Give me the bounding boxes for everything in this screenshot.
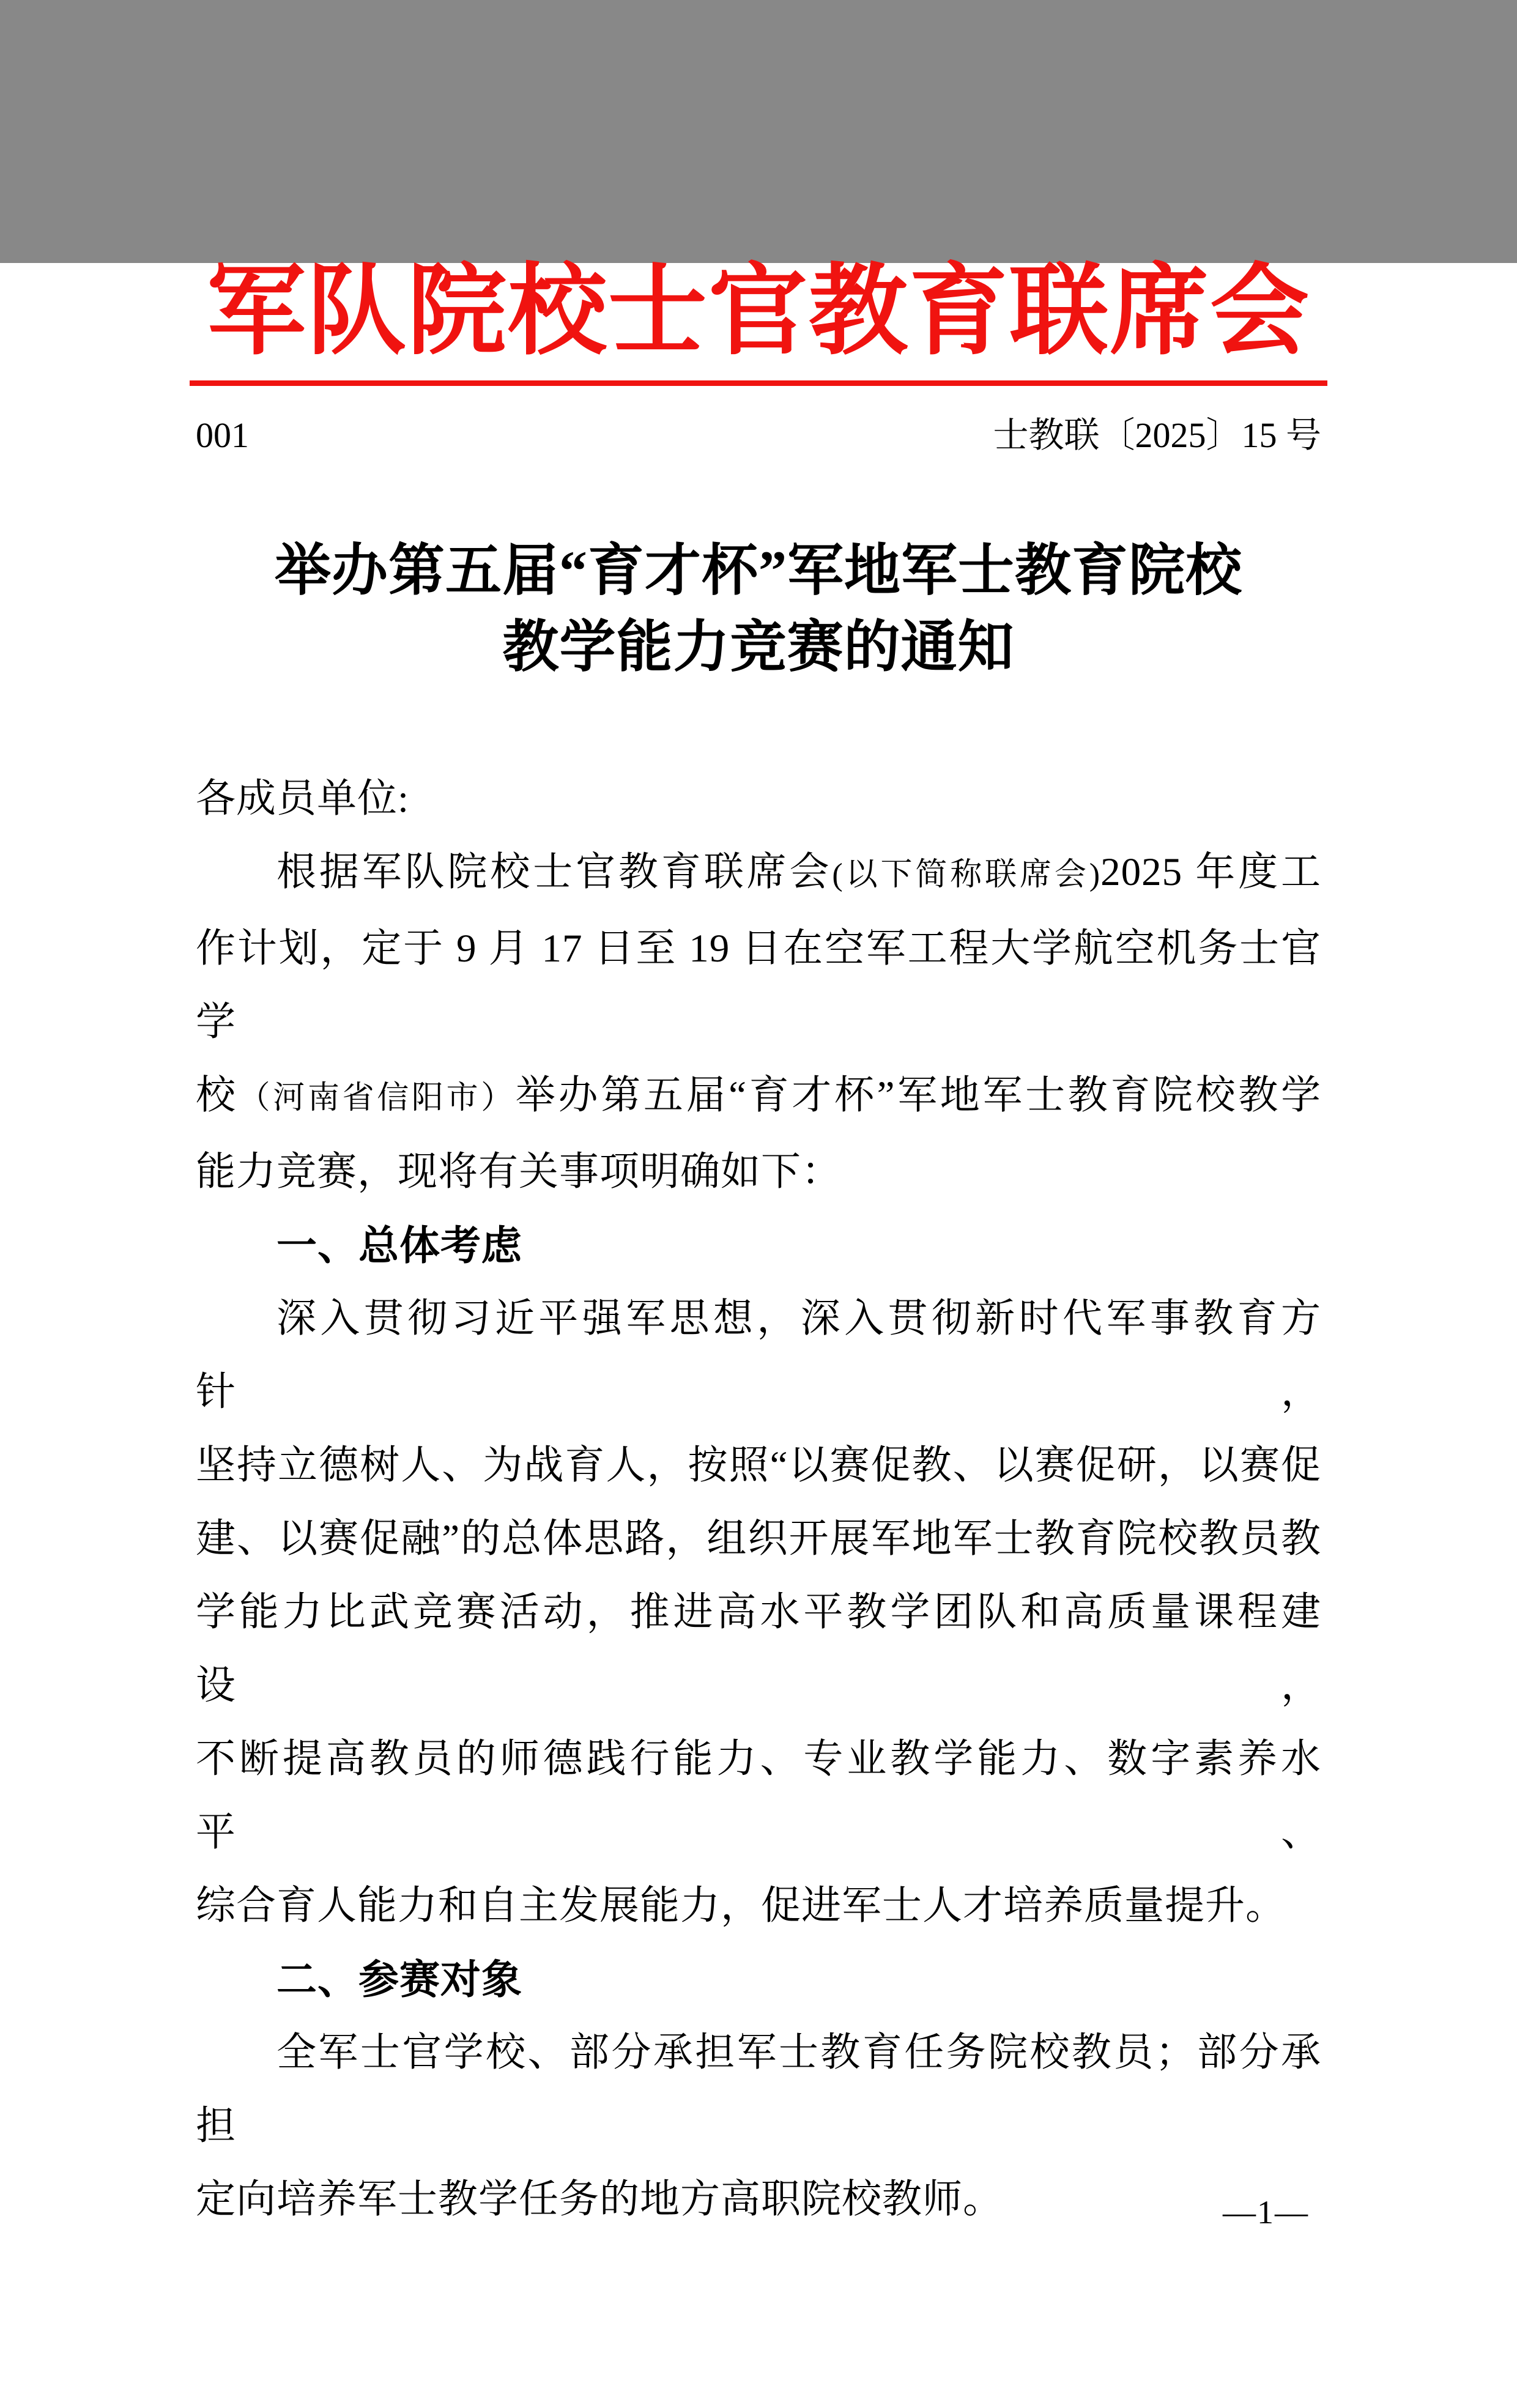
doc-info-row xyxy=(196,415,1321,455)
document-title-line2: 教学能力竞赛的通知 xyxy=(502,616,1015,678)
masthead-title: 军队院校士官教育联席会 xyxy=(207,257,1310,367)
body-line xyxy=(196,2016,1321,2163)
text-segment: (以下简称联席会) xyxy=(832,858,1101,892)
page-number: —1— xyxy=(1223,2194,1309,2231)
text-segment: 建、以赛促融”的总体思路，组织开展军地军士教育院校教员教 xyxy=(196,1517,1321,1561)
document-content xyxy=(196,257,1321,2236)
text-segment: 坚持立德树人、为战育人，按照“以赛促教、以赛促研，以赛促 xyxy=(196,1443,1321,1487)
text-segment: 各成员单位: xyxy=(196,777,410,821)
text-segment: 作计划，定于 9 月 17 日至 19 日在空军工程大学航空机务士官学 xyxy=(196,927,1321,1044)
body-line xyxy=(196,1869,1321,1943)
document-title-line1: 举办第五届“育才杯”军地军士教育院校 xyxy=(274,539,1242,602)
section-heading xyxy=(196,1943,1321,2016)
section-heading xyxy=(196,1209,1321,1282)
body-line xyxy=(196,1282,1321,1429)
body-line xyxy=(196,835,1321,912)
text-segment: 不断提高教员的师德践行能力、专业教学能力、数字素养水平、 xyxy=(196,1737,1321,1854)
body-line xyxy=(196,1576,1321,1722)
text-segment: 定向培养军士教学任务的地方高职院校教师。 xyxy=(196,2177,1004,2221)
body-line xyxy=(196,1722,1321,1869)
text-segment: （河南省信阳市） xyxy=(238,1081,516,1116)
text-segment: 校 xyxy=(196,1073,239,1117)
text-segment: 全军士官学校、部分承担军士教育任务院校教员；部分承担 xyxy=(196,2031,1321,2148)
text-segment: 2025 年度工 xyxy=(1100,850,1321,894)
text-segment: 综合育人能力和自主发展能力，促进军士人才培养质量提升。 xyxy=(196,1884,1286,1928)
text-segment: 一、总体考虑 xyxy=(276,1223,522,1268)
body-line xyxy=(196,2163,1321,2236)
body-line xyxy=(196,1059,1321,1135)
body-line xyxy=(196,1502,1321,1576)
text-segment: 学能力比武竞赛活动，推进高水平教学团队和高质量课程建设， xyxy=(196,1590,1321,1708)
doc-number: 士教联〔2025〕15 号 xyxy=(993,415,1321,455)
masthead-rule xyxy=(190,380,1327,386)
text-segment: 能力竞赛，现将有关事项明确如下： xyxy=(196,1150,842,1194)
body-line xyxy=(196,1429,1321,1502)
document-page xyxy=(0,257,1517,2408)
body-line xyxy=(196,912,1321,1059)
document-body xyxy=(196,762,1321,2236)
body-line xyxy=(196,762,1321,835)
body-line xyxy=(196,1135,1321,1209)
text-segment: 深入贯彻习近平强军思想，深入贯彻新时代军事教育方针， xyxy=(196,1297,1321,1414)
doc-index: 001 xyxy=(196,415,249,455)
text-segment: 举办第五届“育才杯”军地军士教育院校教学 xyxy=(515,1073,1321,1117)
text-segment: 根据军队院校士官教育联席会 xyxy=(276,850,833,894)
text-segment: 二、参赛对象 xyxy=(276,1957,522,2002)
document-title xyxy=(196,533,1321,686)
